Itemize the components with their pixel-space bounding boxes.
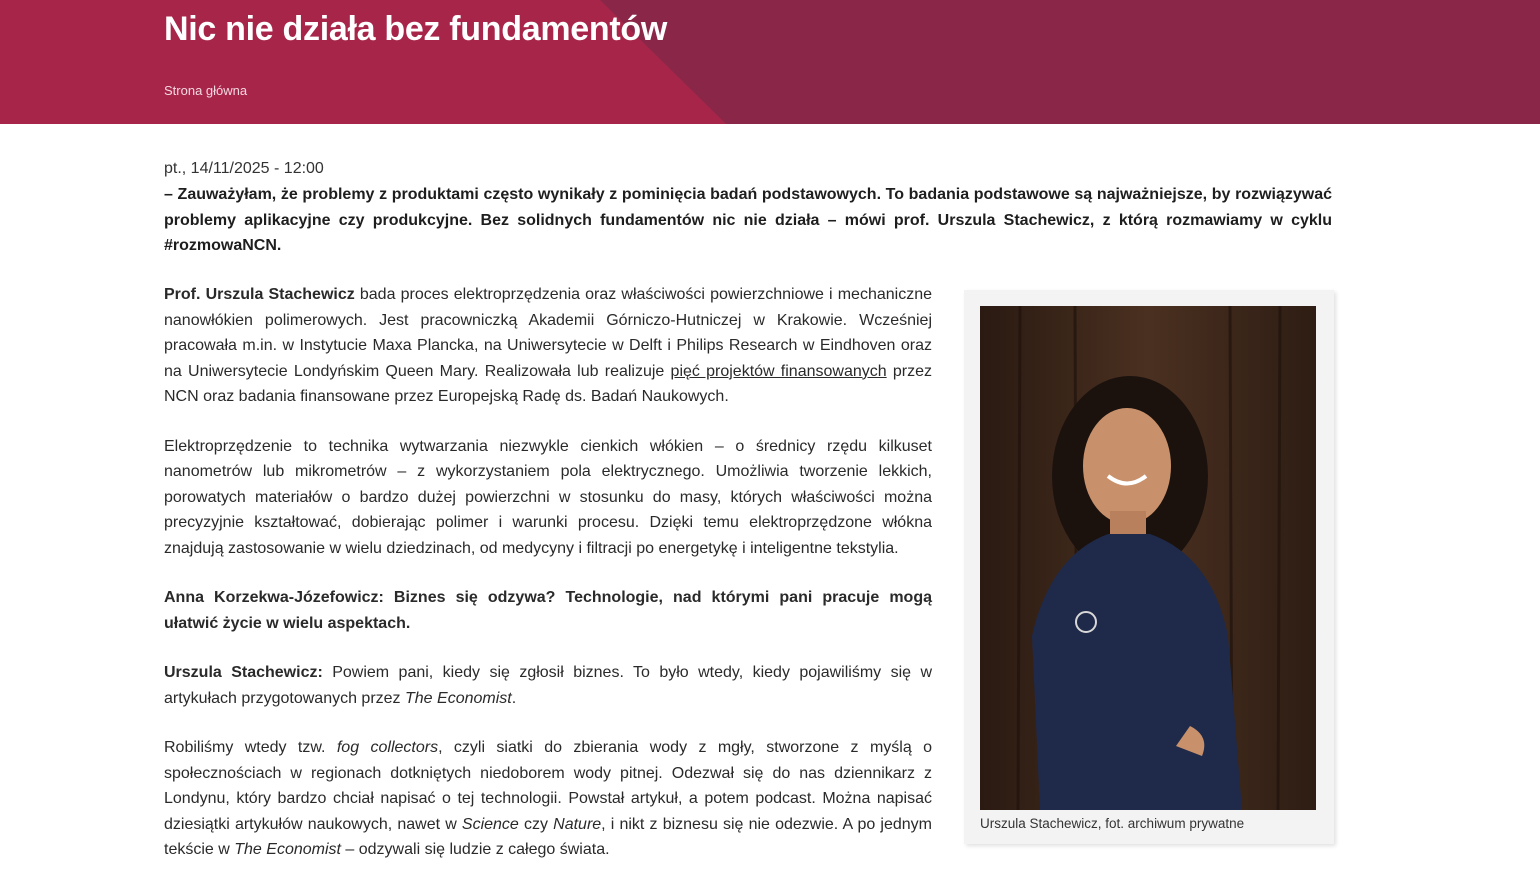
answer-1-speaker: Urszula Stachewicz: bbox=[164, 664, 323, 681]
answer-1 bbox=[164, 660, 932, 711]
p3-em4: The Economist bbox=[234, 841, 341, 858]
article-lead: – Zauważyłam, że problemy z produktami często wynikały z pominięcia badań podstawowych. To badania podstawowe są najważniejsze, by rozwiązywać problemy aplikacyjne czy produkcyjne. Bez solidnych fundamentów nic nie działa – mówi prof. Urszula Stachewicz, z którą rozmawiamy w cyklu #rozmowaNCN. bbox=[164, 186, 1332, 254]
portrait-caption: Urszula Stachewicz, fot. archiwum prywatne bbox=[980, 816, 1245, 831]
article-date: pt., 14/11/2025 - 12:00 bbox=[164, 160, 324, 177]
p3-t1: Robiliśmy wtedy tzw. bbox=[164, 739, 337, 756]
bio-text-b: przez NCN oraz badania finansowane przez Europejską Radę ds. Badań Naukowych. bbox=[164, 362, 932, 405]
p3-t2: , czyli siatki do zbierania wody z mgły, stworzone z myślą o społecznościach w regionach dotkniętych niedoborem wody pitnej. Odezwał się do nas dziennikarz z Londynu, który bardzo chciał napisać o tej technologii. Powstał artykuł, a potem podcast. Można napisać dziesiątki artykułów naukowych, nawet w bbox=[164, 739, 932, 833]
breadcrumb-home-link[interactable]: Strona główna bbox=[164, 83, 248, 98]
p3-em1: fog collectors bbox=[336, 739, 439, 756]
portrait-photo bbox=[980, 306, 1316, 810]
answer-1-end: . bbox=[511, 689, 517, 707]
page-title: Nic nie działa bez fundamentów bbox=[164, 10, 667, 48]
bio-text-a: bada proces elektroprzędzenia oraz właściwości powierzchniowe i mechaniczne nanowłókien polimerowych. Jest pracowniczką Akademii Górniczo-Hutniczej w Krakowie. Wcześniej pracowała m.in. w Instytucie Maxa Plancka, na Uniwersytecie w Delft i Philips Research w Eindhoven oraz na Uniwersytecie Londyńskim Queen Mary. Realizowała lub realizuje bbox=[164, 286, 932, 380]
p3-t5: – odzywali się ludzie z całego świata. bbox=[340, 841, 610, 858]
p3-em2: Science bbox=[461, 815, 519, 833]
paragraph-bio bbox=[164, 282, 932, 410]
article-content bbox=[164, 156, 1332, 858]
p3-t3: czy bbox=[518, 815, 554, 833]
portrait-figure bbox=[964, 290, 1334, 844]
p3-t4: , i nikt z biznesu się nie odezwie. A po jednym tekście w bbox=[164, 815, 933, 858]
article-body bbox=[164, 282, 932, 887]
paragraph-electrospinning: Elektroprzędzenie to technika wytwarzania niezwykle cienkich włókien – o średnicy rzędu kilkuset nanometrów lub mikrometrów – z wykorzystaniem pola elektrycznego. Umożliwia tworzenie lekkich, porowatych materiałów o bardzo dużej powierzchni w stosunku do masy, których właściwości można precyzyjnie kształtować, dobierając polimer i warunki procesu. Dzięki temu elektroprzędzone włókna znajdują zastosowanie w wielu dziedzinach, od medycyny i filtracji po energetykę i inteligentne tekstylia. bbox=[164, 437, 932, 557]
projects-link[interactable]: pięć projektów finansowanych bbox=[670, 362, 887, 380]
question-1-text: Anna Korzekwa-Józefowicz: Biznes się odzywa? Technologie, nad którymi pani pracuje mogą ułatwić życie w wielu aspektach. bbox=[164, 589, 932, 632]
question-1 bbox=[164, 585, 932, 636]
bio-name: Prof. Urszula Stachewicz bbox=[164, 286, 355, 303]
p3-em3: Nature bbox=[553, 815, 602, 833]
answer-1-publication: The Economist bbox=[405, 689, 512, 707]
paragraph-fog-collectors bbox=[164, 735, 932, 863]
answer-1-text: Powiem pani, kiedy się zgłosił biznes. To było wtedy, kiedy pojawiliśmy się w artykułach przygotowanych przez bbox=[164, 664, 933, 707]
page-header bbox=[0, 0, 1540, 124]
